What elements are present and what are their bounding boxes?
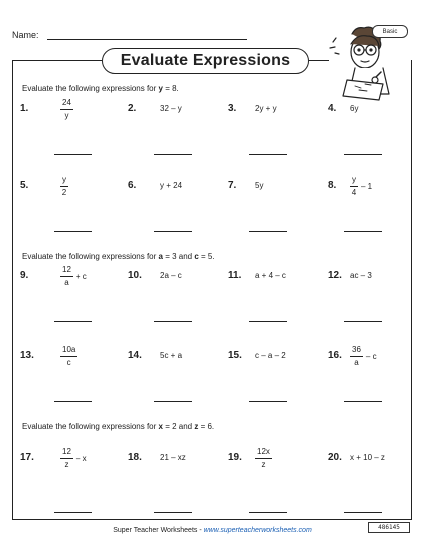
page-title: Evaluate Expressions bbox=[102, 48, 309, 74]
level-badge: Basic bbox=[372, 25, 408, 38]
expression bbox=[160, 453, 186, 462]
fraction bbox=[60, 447, 73, 470]
denominator: a bbox=[64, 278, 69, 287]
footer-brand: Super Teacher Worksheets - bbox=[113, 527, 204, 534]
footer bbox=[0, 527, 425, 534]
problem-number: 1. bbox=[20, 103, 29, 114]
answer-line[interactable] bbox=[249, 321, 287, 322]
problem-number: 19. bbox=[228, 452, 242, 463]
section-instruction bbox=[22, 252, 215, 261]
problem-number: 7. bbox=[228, 180, 237, 191]
problem-number: 2. bbox=[128, 103, 137, 114]
answer-line[interactable] bbox=[344, 231, 382, 232]
expression-text: 32 – y bbox=[160, 104, 182, 113]
variable-value: = 3 and bbox=[162, 252, 195, 261]
problem-number: 17. bbox=[20, 452, 34, 463]
answer-line[interactable] bbox=[54, 154, 92, 155]
worksheet-code: 486145 bbox=[368, 522, 410, 533]
problem-number: 18. bbox=[128, 452, 142, 463]
denominator: y bbox=[64, 111, 69, 120]
problem-number: 8. bbox=[328, 180, 337, 191]
answer-line[interactable] bbox=[154, 231, 192, 232]
problem-number: 11. bbox=[228, 270, 242, 281]
expression bbox=[255, 351, 286, 360]
name-label: Name: bbox=[12, 30, 39, 40]
variable-name: c bbox=[194, 252, 199, 261]
expression bbox=[255, 104, 277, 113]
instruction-text: Evaluate the following expressions for bbox=[22, 422, 159, 431]
expression-text: 2a – c bbox=[160, 271, 182, 280]
variable-value: = 5. bbox=[198, 252, 215, 261]
answer-line[interactable] bbox=[344, 154, 382, 155]
answer-line[interactable] bbox=[154, 512, 192, 513]
expression-text: 5c + a bbox=[160, 351, 183, 360]
fraction bbox=[60, 345, 77, 368]
numerator: 10a bbox=[60, 345, 77, 357]
fraction bbox=[255, 447, 272, 470]
expression bbox=[350, 271, 372, 280]
expression bbox=[160, 271, 182, 280]
expression bbox=[255, 271, 286, 280]
variable-name: z bbox=[194, 422, 199, 431]
problem-number: 16. bbox=[328, 350, 342, 361]
expression bbox=[60, 265, 87, 288]
numerator: y bbox=[350, 175, 358, 187]
expression bbox=[60, 447, 87, 470]
numerator: 12 bbox=[60, 447, 73, 459]
denominator: c bbox=[66, 358, 71, 367]
numerator: 12 bbox=[60, 265, 73, 277]
expression bbox=[350, 345, 377, 368]
expression bbox=[255, 447, 275, 470]
problem-number: 6. bbox=[128, 180, 137, 191]
variable-value: = 8. bbox=[162, 84, 179, 93]
numerator: 12x bbox=[255, 447, 272, 459]
section-instruction bbox=[22, 422, 214, 431]
expression bbox=[60, 345, 80, 368]
answer-line[interactable] bbox=[54, 512, 92, 513]
answer-line[interactable] bbox=[249, 512, 287, 513]
problem-number: 4. bbox=[328, 103, 337, 114]
problem-number: 20. bbox=[328, 452, 342, 463]
problem-number: 15. bbox=[228, 350, 242, 361]
expression-text: a + 4 – c bbox=[255, 271, 286, 280]
problem-number: 3. bbox=[228, 103, 237, 114]
fraction bbox=[60, 265, 73, 288]
answer-line[interactable] bbox=[344, 512, 382, 513]
section-instruction bbox=[22, 84, 179, 93]
answer-line[interactable] bbox=[54, 401, 92, 402]
expression bbox=[160, 181, 182, 190]
name-field[interactable] bbox=[47, 39, 247, 40]
problem-number: 13. bbox=[20, 350, 34, 361]
numerator: y bbox=[60, 175, 68, 187]
expression bbox=[255, 181, 263, 190]
answer-line[interactable] bbox=[344, 401, 382, 402]
expression-text: y + 24 bbox=[160, 181, 183, 190]
problem-number: 5. bbox=[20, 180, 29, 191]
variable-name: a bbox=[158, 252, 163, 261]
denominator: z bbox=[64, 460, 69, 469]
expression bbox=[160, 351, 182, 360]
footer-site-link[interactable]: www.superteacherworksheets.com bbox=[203, 527, 312, 534]
answer-line[interactable] bbox=[154, 321, 192, 322]
answer-line[interactable] bbox=[54, 321, 92, 322]
problem-number: 12. bbox=[328, 270, 342, 281]
expression bbox=[160, 104, 182, 113]
expression bbox=[60, 98, 76, 121]
expression-suffix: + c bbox=[75, 272, 87, 281]
variable-name: x bbox=[158, 422, 163, 431]
variable-name: y bbox=[158, 84, 163, 93]
expression-suffix: – x bbox=[75, 454, 87, 463]
expression bbox=[350, 453, 385, 462]
expression-suffix: – c bbox=[365, 352, 377, 361]
fraction bbox=[350, 345, 363, 368]
answer-line[interactable] bbox=[154, 401, 192, 402]
numerator: 36 bbox=[350, 345, 363, 357]
answer-line[interactable] bbox=[154, 154, 192, 155]
expression bbox=[60, 175, 71, 198]
expression bbox=[350, 104, 358, 113]
answer-line[interactable] bbox=[249, 231, 287, 232]
problem-number: 10. bbox=[128, 270, 142, 281]
expression bbox=[350, 175, 372, 198]
expression-suffix: – 1 bbox=[361, 182, 373, 191]
expression-text: 21 – xz bbox=[160, 453, 186, 462]
expression-text: 5y bbox=[255, 181, 264, 190]
answer-line[interactable] bbox=[249, 401, 287, 402]
variable-value: = 6. bbox=[198, 422, 215, 431]
answer-line[interactable] bbox=[249, 154, 287, 155]
problem-number: 9. bbox=[20, 270, 29, 281]
denominator: 2 bbox=[61, 188, 67, 197]
fraction bbox=[60, 98, 73, 121]
expression-text: 6y bbox=[350, 104, 359, 113]
fraction bbox=[350, 175, 358, 198]
answer-line[interactable] bbox=[344, 321, 382, 322]
instruction-text: Evaluate the following expressions for bbox=[22, 252, 159, 261]
problem-number: 14. bbox=[128, 350, 142, 361]
expression-text: ac – 3 bbox=[350, 271, 372, 280]
expression-text: c – a – 2 bbox=[255, 351, 286, 360]
fraction bbox=[60, 175, 68, 198]
denominator: z bbox=[261, 460, 266, 469]
denominator: 4 bbox=[351, 188, 357, 197]
expression-text: 2y + y bbox=[255, 104, 277, 113]
variable-value: = 2 and bbox=[162, 422, 195, 431]
denominator: a bbox=[354, 358, 359, 367]
instruction-text: Evaluate the following expressions for bbox=[22, 84, 159, 93]
expression-text: x + 10 – z bbox=[350, 453, 385, 462]
numerator: 24 bbox=[60, 98, 73, 110]
answer-line[interactable] bbox=[54, 231, 92, 232]
